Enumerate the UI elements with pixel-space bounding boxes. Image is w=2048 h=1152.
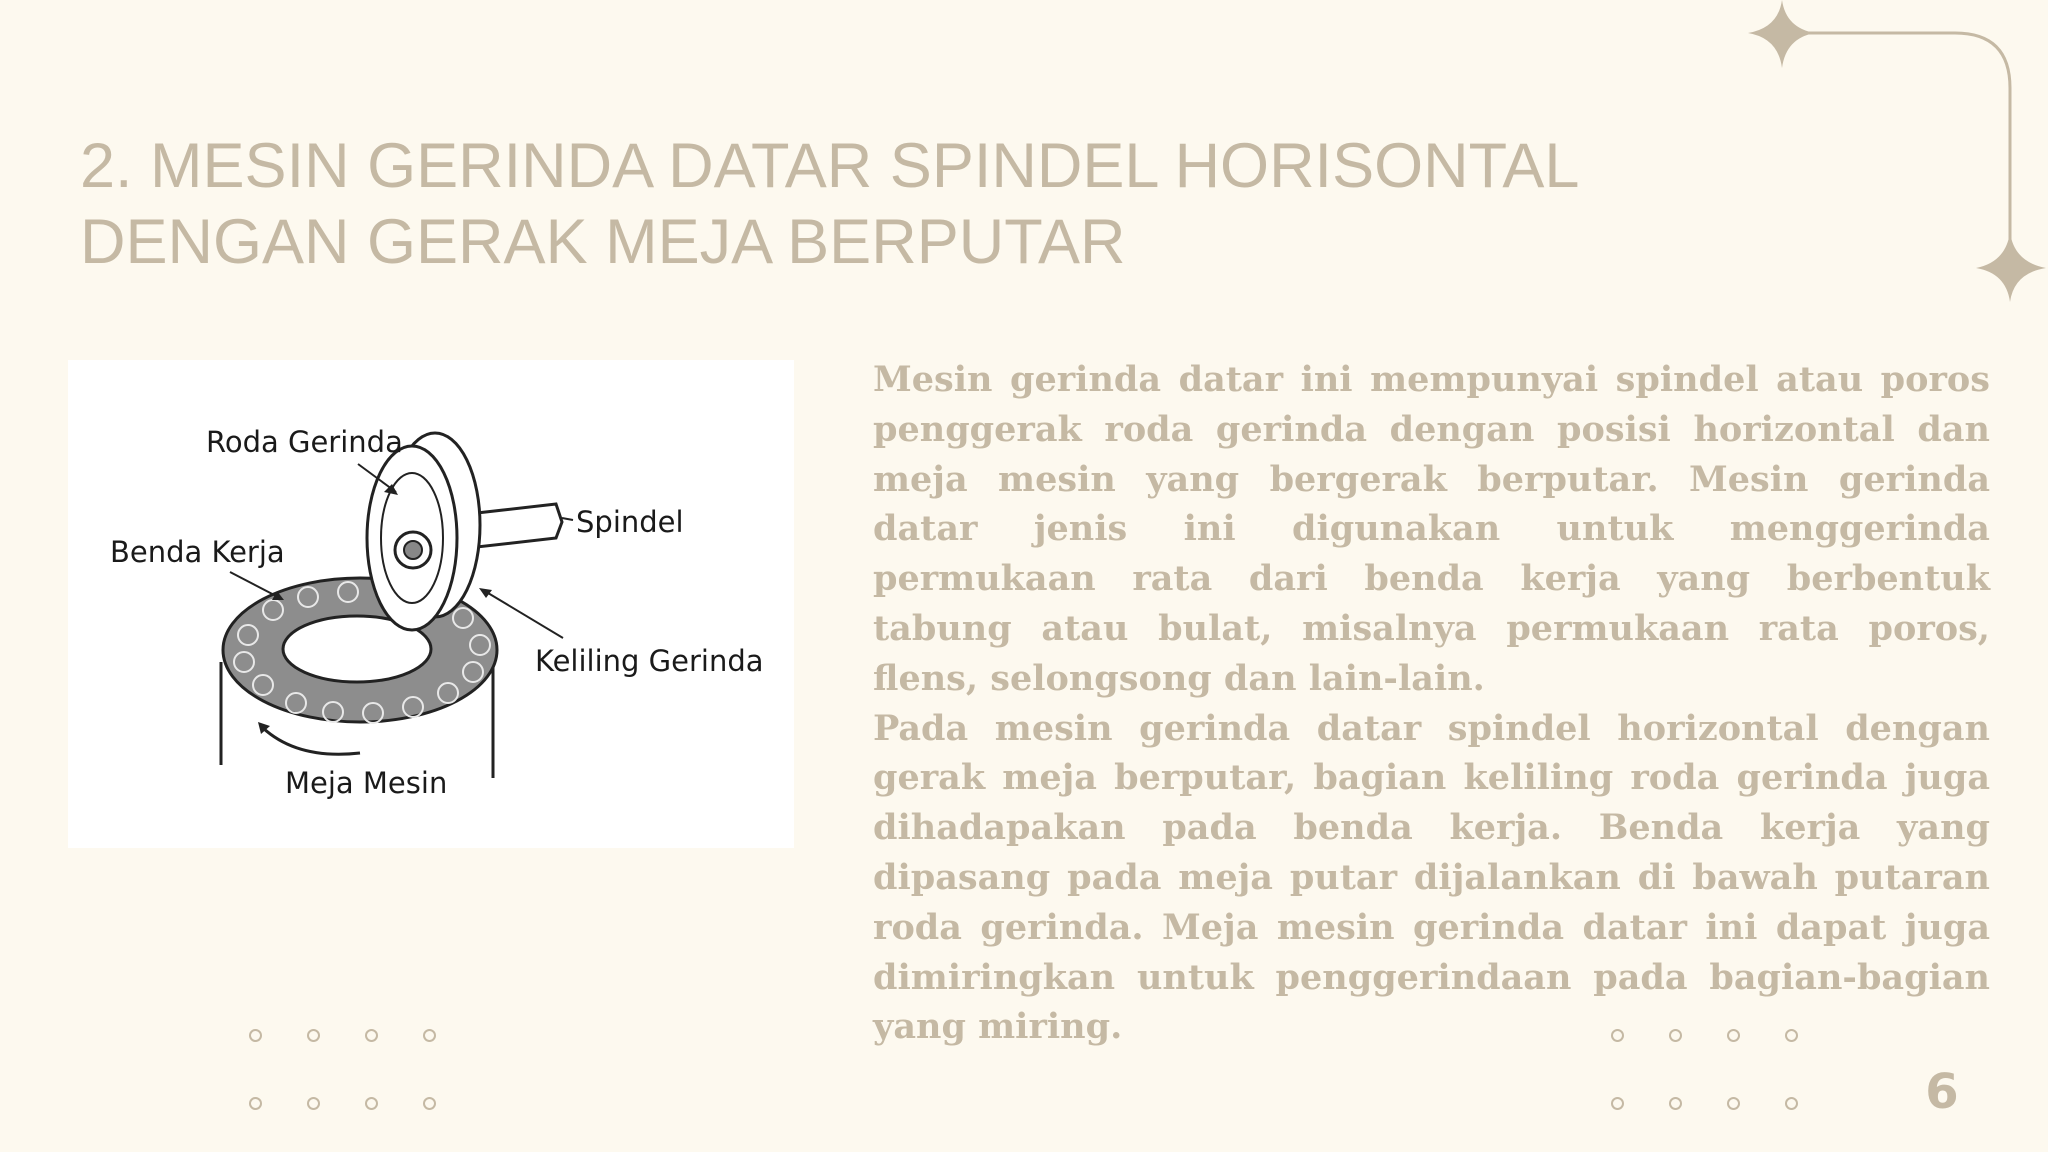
label-meja-mesin: Meja Mesin (285, 766, 448, 800)
circle-icon (1727, 1029, 1740, 1042)
star-icon (1748, 0, 1815, 68)
circle-icon (1785, 1029, 1798, 1042)
paragraph-1: Mesin gerinda datar ini mempunyai spindel atau poros penggerak roda gerinda dengan posisi horizontal dan meja mesin yang bergerak berputar. Mesin gerinda datar jenis ini digunakan untuk menggerinda permukaan rata dari benda kerja yang berbentuk tabung atau bulat, misalnya permukaan rata poros, flens, selongsong dan lain-lain. (873, 359, 1990, 699)
circle-icon (307, 1029, 320, 1042)
label-roda-gerinda: Roda Gerinda (206, 425, 403, 459)
description-text (873, 355, 1990, 1052)
figure-illustration (68, 360, 794, 848)
circle-icon (1727, 1097, 1740, 1110)
label-keliling-gerinda: Keliling Gerinda (535, 644, 764, 678)
title-line-1: 2. MESIN GERINDA DATAR SPINDEL HORISONTAL (80, 131, 1580, 201)
label-spindel: Spindel (576, 505, 684, 539)
title-line-2: DENGAN GERAK MEJA BERPUTAR (80, 207, 1126, 277)
grinding-machine-figure (68, 360, 794, 848)
circle-icon (423, 1097, 436, 1110)
label-benda-kerja: Benda Kerja (110, 535, 285, 569)
circle-icon (1669, 1029, 1682, 1042)
circle-icon (1785, 1097, 1798, 1110)
circle-icon (423, 1029, 436, 1042)
circle-icon (307, 1097, 320, 1110)
circle-icon (365, 1029, 378, 1042)
circle-icon (1611, 1097, 1624, 1110)
paragraph-2: Pada mesin gerinda datar spindel horizontal dengan gerak meja berputar, bagian keliling roda gerinda juga dihadapakan pada benda kerja. Benda kerja yang dipasang pada meja putar dijalankan di bawah putaran roda gerinda. Meja mesin gerinda datar ini dapat juga dimiringkan untuk penggerindaan pada bagian-bagian yang miring. (873, 707, 1990, 1048)
page-number: 6 (1925, 1064, 1959, 1120)
circle-icon (365, 1097, 378, 1110)
star-icon (1976, 232, 2046, 302)
circle-icon (1611, 1029, 1624, 1042)
circle-icon (1669, 1097, 1682, 1110)
page-title (80, 128, 1720, 280)
circle-icon (249, 1097, 262, 1110)
circle-icon (249, 1029, 262, 1042)
